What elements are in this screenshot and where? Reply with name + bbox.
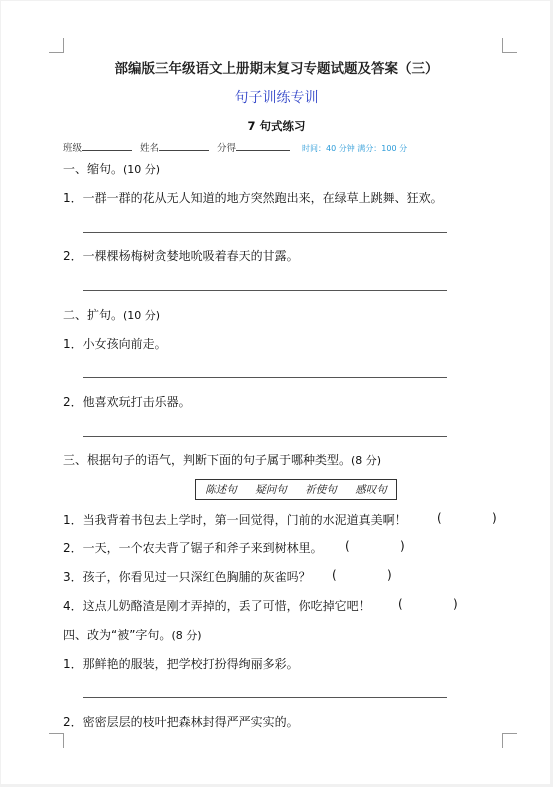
name-label: 姓名: [140, 143, 160, 154]
question-2-2: 2．他喜欢玩打击乐器。: [63, 395, 191, 409]
section-heading-2: 二、扩句。(10 分): [63, 308, 161, 322]
question-3-3: 3．孩子，你看见过一只深红色胸脯的灰雀吗？: [63, 570, 311, 584]
answer-paren-close: ): [387, 568, 392, 582]
class-blank: [82, 141, 132, 151]
class-label: 班级: [63, 143, 83, 154]
answer-paren-close: ): [492, 511, 497, 525]
question-4-2: 2．密密层层的枝叶把森林封得严严实实的。: [63, 715, 299, 729]
type-declarative: 陈述句: [205, 484, 237, 496]
type-imperative: 祈使句: [305, 484, 337, 496]
answer-paren-close: ): [453, 597, 458, 611]
crop-mark-top-left: [49, 38, 64, 53]
question-1-2: 2．一棵棵杨梅树贪婪地吮吸着春天的甘露。: [63, 249, 299, 263]
answer-paren-open[interactable]: (: [398, 597, 403, 611]
time-score-meta: 时间：40 分钟 满分：100 分: [302, 144, 408, 153]
section-heading-1: 一、缩句。(10 分): [63, 162, 161, 176]
answer-paren-open[interactable]: (: [437, 511, 442, 525]
answer-paren-open[interactable]: (: [345, 539, 350, 553]
sentence-type-box: [195, 479, 397, 500]
type-exclamatory: 感叹句: [355, 484, 387, 496]
answer-line: [83, 377, 447, 378]
answer-paren-close: ): [400, 539, 405, 553]
question-3-4: 4．这点儿奶酪渣是刚才弄掉的，丢了可惜，你吃掉它吧！: [63, 599, 371, 613]
answer-line: [83, 232, 447, 233]
section-heading-4: 四、改为“被”字句。(8 分): [63, 628, 202, 642]
answer-paren-open[interactable]: (: [332, 568, 337, 582]
score-blank: [236, 141, 290, 151]
score-label: 分得: [217, 143, 237, 154]
question-2-1: 1．小女孩向前走。: [63, 337, 167, 351]
section-heading-3: 三、根据句子的语气，判断下面的句子属于哪种类型。(8 分): [63, 453, 382, 467]
question-4-1: 1．那鲜艳的服装，把学校打扮得绚丽多彩。: [63, 657, 299, 671]
page-subtitle: 句子训练专训: [234, 90, 319, 106]
crop-mark-top-right: [502, 38, 517, 53]
question-1-1: 1．一群一群的花从无人知道的地方突然跑出来，在绿草上跳舞、狂欢。: [63, 191, 443, 205]
student-info-line: [63, 140, 407, 154]
question-3-1: 1．当我背着书包去上学时，第一回觉得，门前的水泥道真美啊！: [63, 513, 407, 527]
answer-line: [83, 290, 447, 291]
answer-line: [83, 697, 447, 698]
crop-mark-bottom-left: [49, 733, 64, 748]
answer-line: [83, 436, 447, 437]
name-blank: [159, 141, 209, 151]
page-title: 部编版三年级语文上册期末复习专题试题及答案（三）: [114, 61, 439, 77]
question-3-2: 2．一天，一个农夫背了锯子和斧子来到树林里。: [63, 541, 323, 555]
type-interrogative: 疑问句: [255, 484, 287, 496]
unit-heading: 7 句式练习: [247, 119, 306, 133]
crop-mark-bottom-right: [502, 733, 517, 748]
